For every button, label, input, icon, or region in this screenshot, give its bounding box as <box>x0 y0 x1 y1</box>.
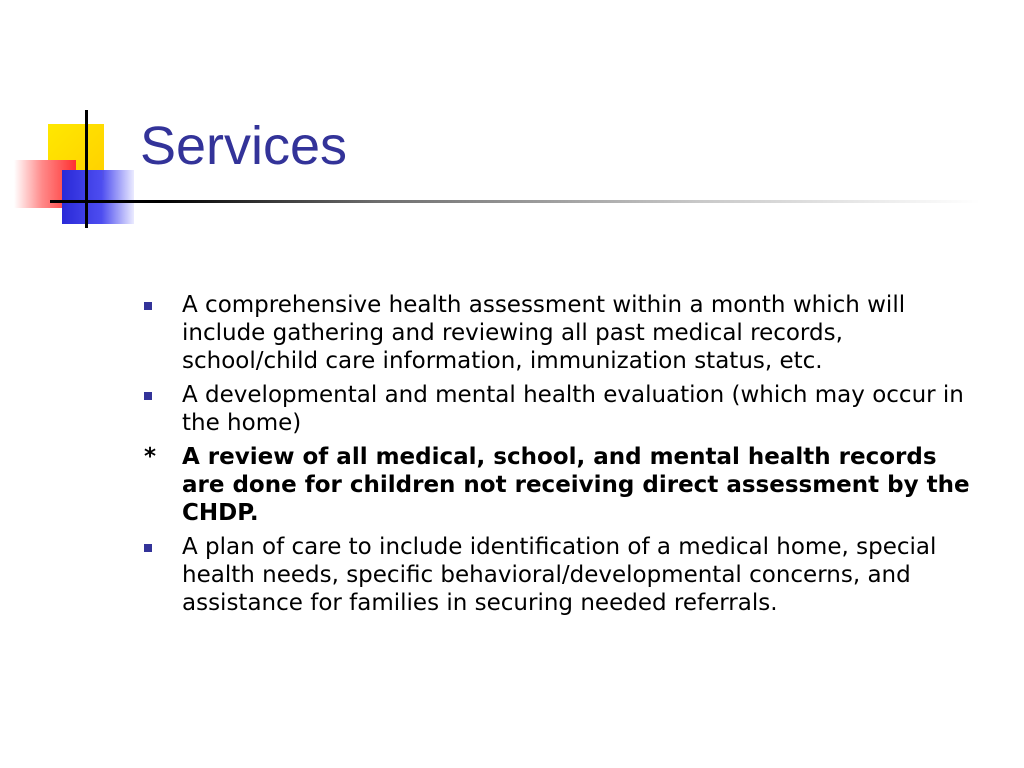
asterisk-marker: * <box>144 444 157 470</box>
title-underline-rule <box>50 200 980 203</box>
slide-title: Services <box>140 116 348 176</box>
square-bullet-icon <box>144 392 152 400</box>
bullet-item-evaluation <box>142 381 982 437</box>
starred-text: A review of all medical, school, and mental health records are done for children not receiving direct assessment by the CHDP. <box>182 444 970 526</box>
bullet-item-plan-of-care <box>142 533 982 617</box>
vertical-rule-decoration <box>85 110 88 228</box>
square-bullet-icon <box>144 544 152 552</box>
bullet-text: A plan of care to include identification of a medical home, special health needs, specific behavioral/developmental concerns, and assistance for families in securing needed referrals. <box>182 534 937 616</box>
blue-square-decoration <box>62 170 134 224</box>
bullet-text: A comprehensive health assessment within a month which will include gathering and reviewing all past medical records, school/child care information, immunization status, etc. <box>182 292 906 374</box>
bullet-text: A developmental and mental health evaluation (which may occur in the home) <box>182 382 964 436</box>
square-bullet-icon <box>144 302 152 310</box>
bullet-item-assessment <box>142 291 982 375</box>
starred-item-review <box>142 443 982 527</box>
bullet-list <box>142 291 982 623</box>
